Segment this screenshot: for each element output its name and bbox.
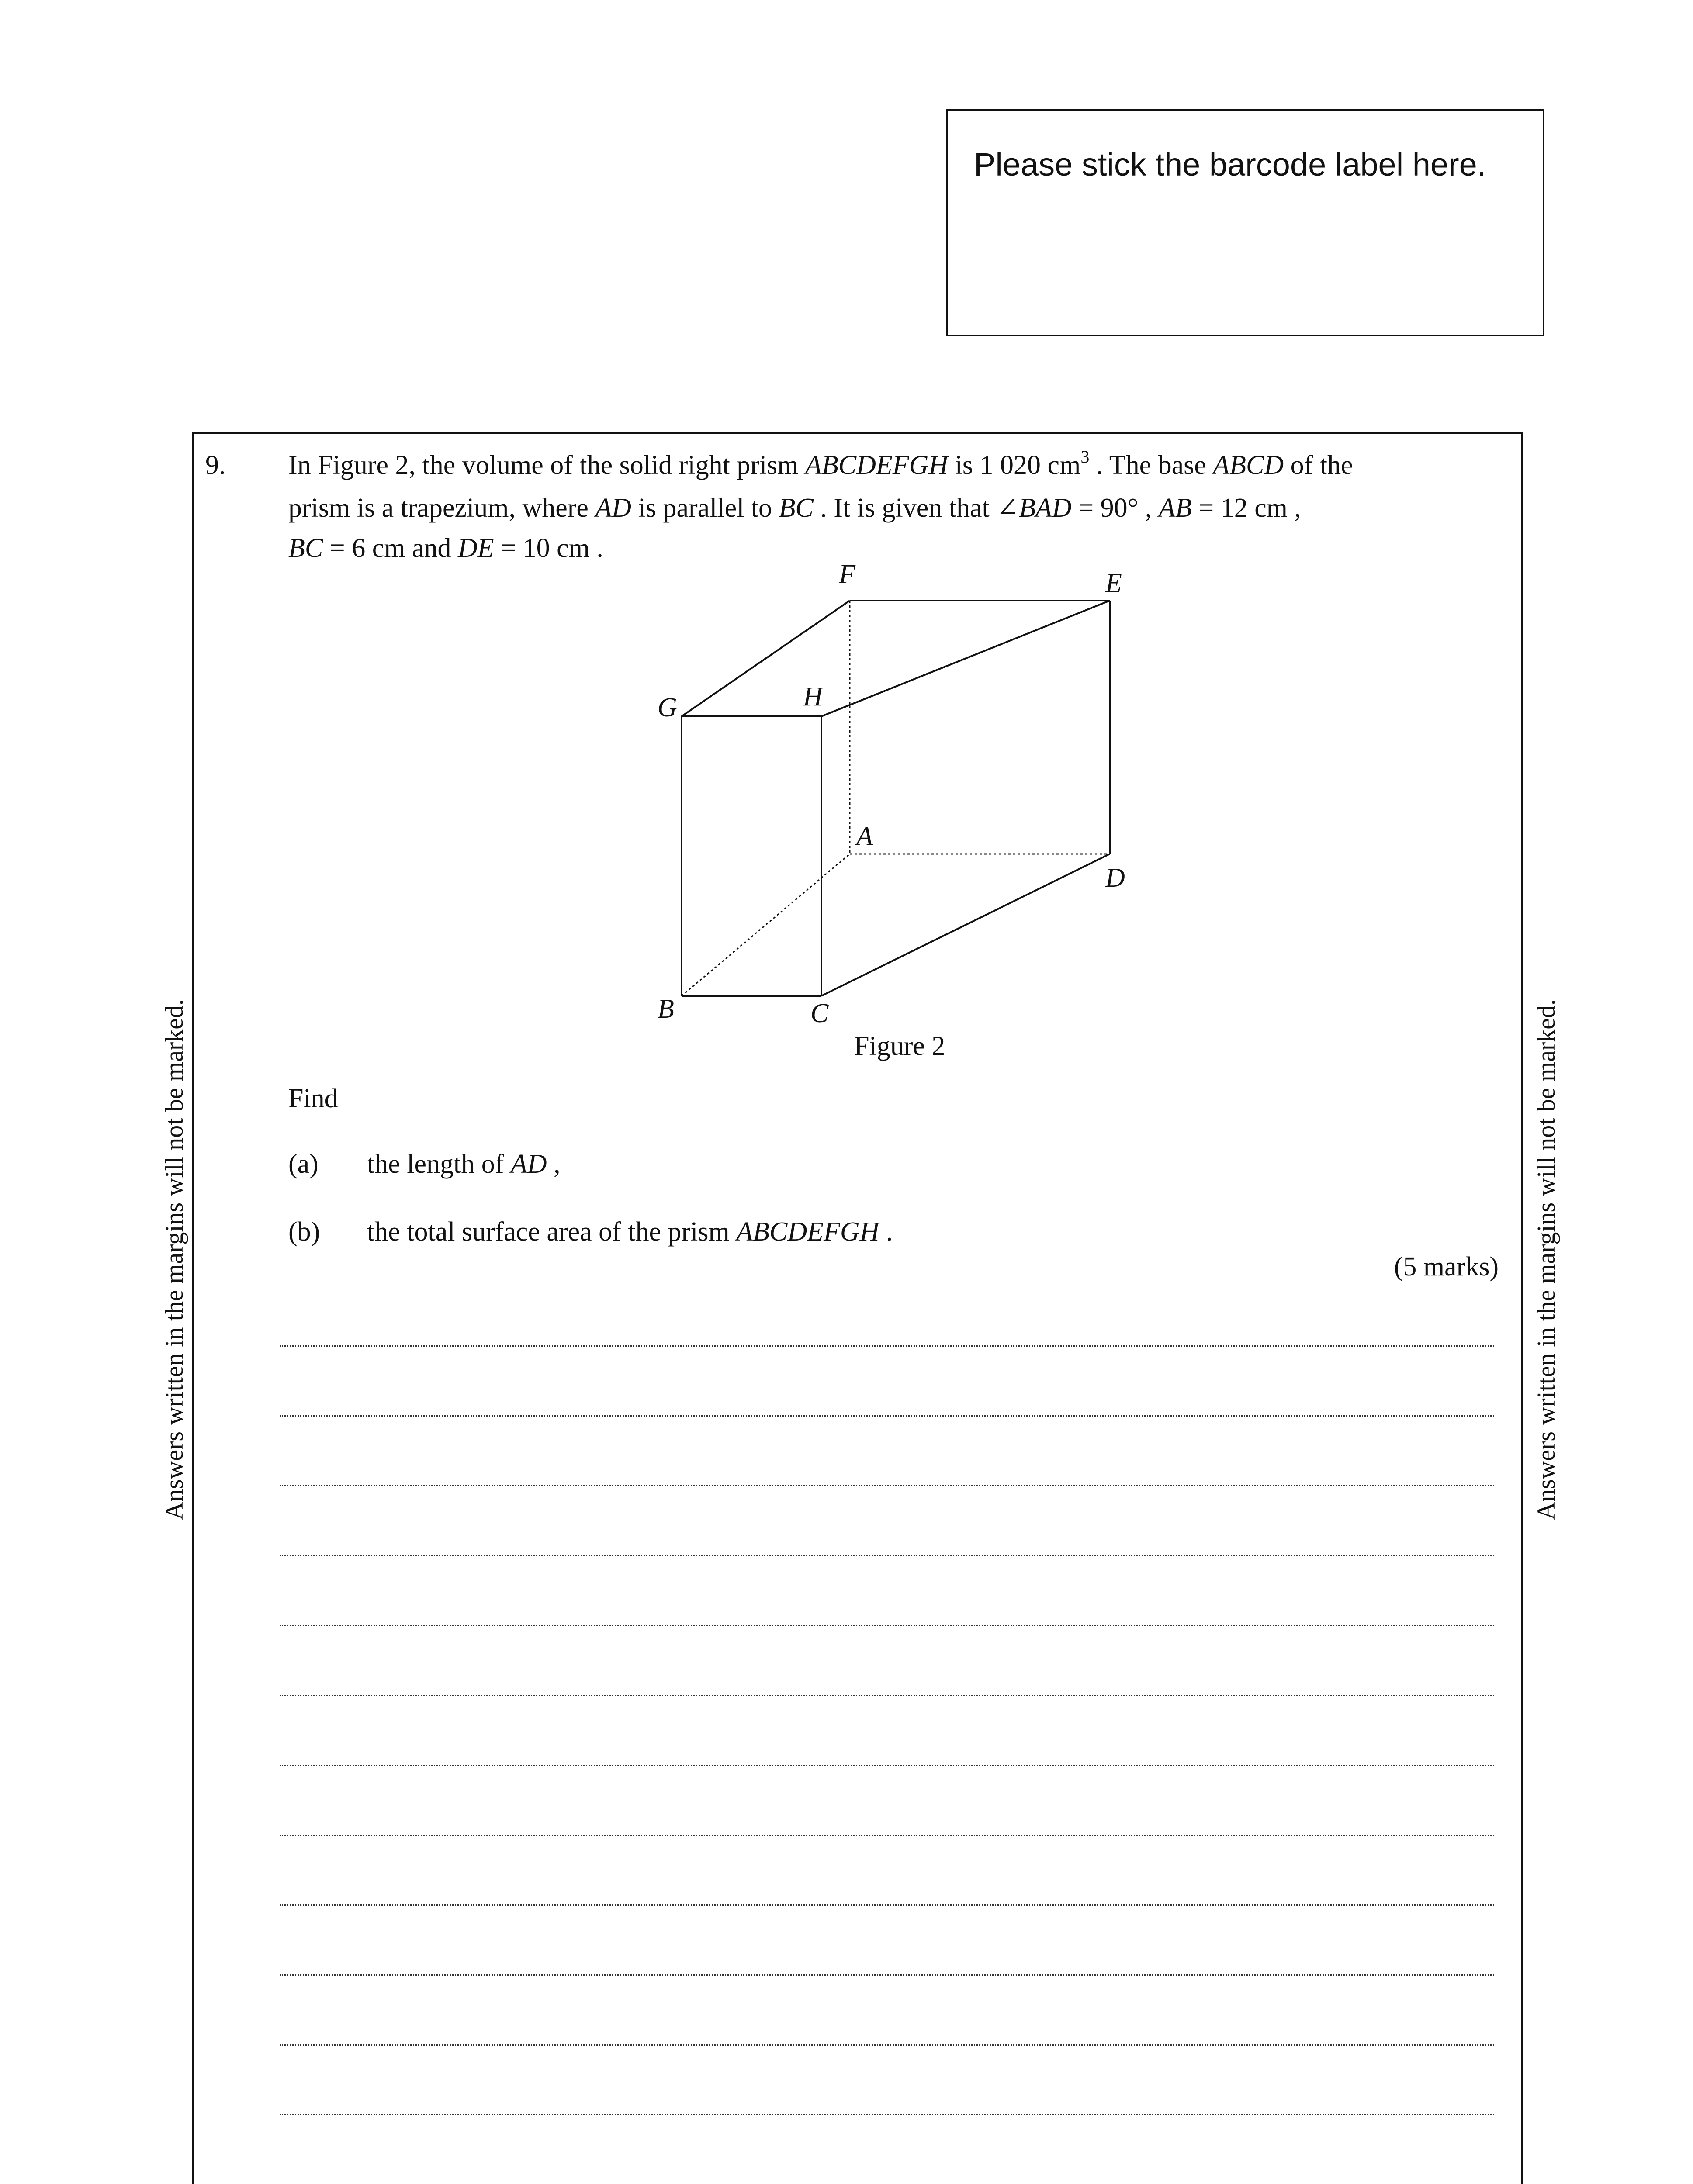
vertex-label-b: B bbox=[658, 994, 674, 1024]
answer-line[interactable] bbox=[280, 2044, 1494, 2046]
barcode-label-box bbox=[946, 109, 1544, 336]
answer-line[interactable] bbox=[280, 1695, 1494, 1696]
question-line-1: In Figure 2, the volume of the solid right prism ABCDEFGH is 1 020 $cm^3$ . The base ABCD of the bbox=[288, 447, 1353, 480]
left-margin-notice: Answers written in the margins will not be marked. bbox=[160, 999, 188, 1520]
vertex-label-e: E bbox=[1105, 568, 1122, 598]
vertex-label-d: D bbox=[1105, 863, 1125, 893]
answer-line[interactable] bbox=[280, 1625, 1494, 1626]
find-label: Find bbox=[288, 1084, 338, 1113]
figure-caption: Figure 2 bbox=[854, 1031, 945, 1061]
answer-line[interactable] bbox=[280, 1345, 1494, 1347]
answer-line[interactable] bbox=[280, 1835, 1494, 1836]
question-number: 9. bbox=[205, 450, 226, 480]
prism-figure bbox=[612, 559, 1180, 1031]
part-a-label: (a) bbox=[288, 1149, 319, 1179]
answer-line[interactable] bbox=[280, 1904, 1494, 1906]
answer-line[interactable] bbox=[280, 1765, 1494, 1766]
question-line-2: prism is a trapezium, where AD is parallel to BC . It is given that ∠BAD = 90° , AB = 12 cm , bbox=[288, 493, 1301, 523]
question-line-3: BC = 6 cm and DE = 10 cm . bbox=[288, 533, 603, 563]
part-b-text: the total surface area of the prism ABCDEFGH . bbox=[367, 1217, 893, 1247]
barcode-instruction: Please stick the barcode label here. bbox=[974, 146, 1486, 183]
answer-line[interactable] bbox=[280, 1555, 1494, 1556]
part-b-label: (b) bbox=[288, 1217, 320, 1247]
answer-line[interactable] bbox=[280, 1415, 1494, 1417]
vertex-label-c: C bbox=[810, 999, 829, 1028]
answer-line[interactable] bbox=[280, 2114, 1494, 2115]
marks-allocation: (5 marks) bbox=[1394, 1252, 1499, 1282]
answer-line[interactable] bbox=[280, 1974, 1494, 1976]
vertex-label-h: H bbox=[803, 682, 823, 712]
answer-line[interactable] bbox=[280, 1485, 1494, 1486]
vertex-label-g: G bbox=[658, 693, 677, 722]
vertex-label-a: A bbox=[856, 822, 873, 851]
part-a-text: the length of AD , bbox=[367, 1149, 561, 1179]
vertex-label-f: F bbox=[839, 560, 855, 589]
right-margin-notice: Answers written in the margins will not be marked. bbox=[1532, 999, 1560, 1520]
